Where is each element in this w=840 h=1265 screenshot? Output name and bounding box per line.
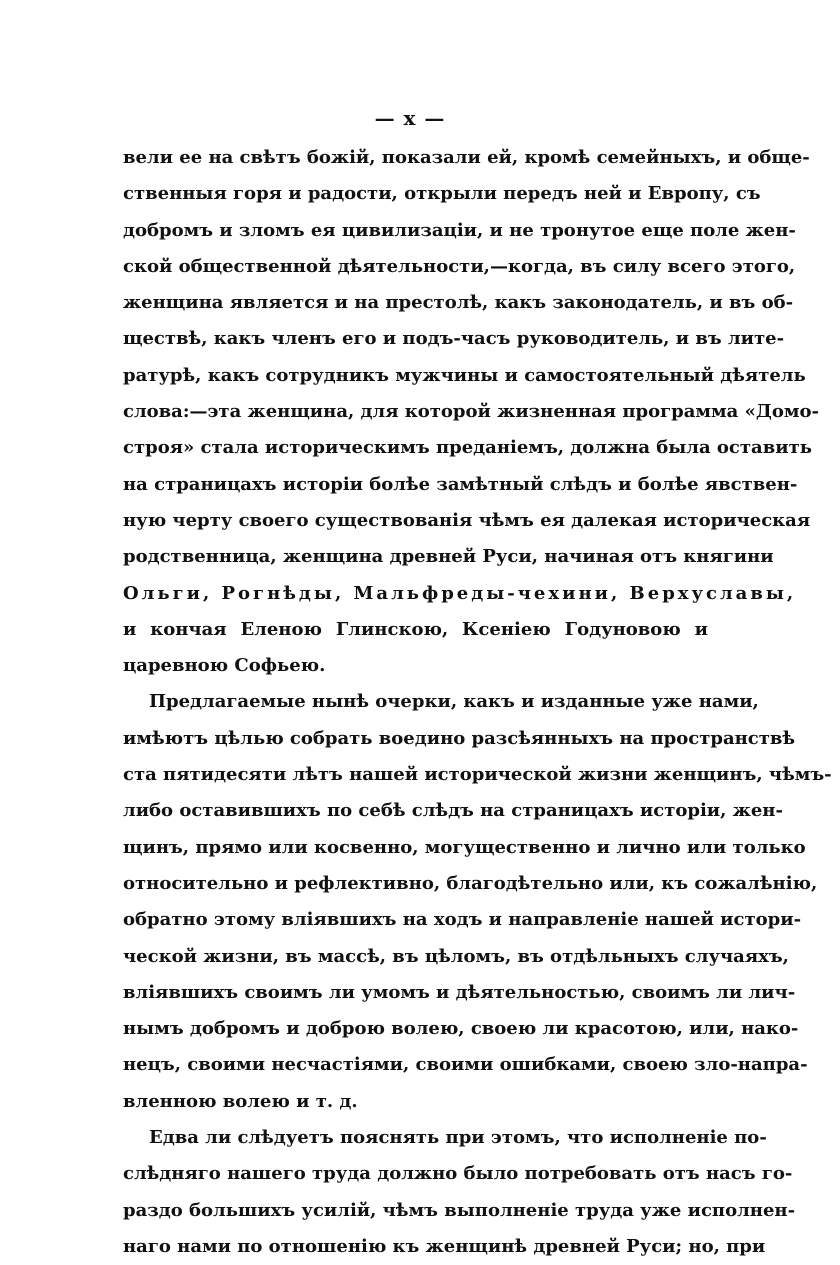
text-line: ную черту своего существованія чѣмъ ея далекая историческая — [123, 509, 811, 531]
paragraph — [123, 1120, 796, 1265]
text-line: на страницахъ исторіи болѣе замѣтный слѣдъ и болѣе явствен- — [123, 473, 798, 495]
text-line: ственныя горя и радости, открыли передъ ней и Европу, съ — [123, 183, 761, 205]
body-text — [123, 140, 832, 1265]
text-line: нымъ добромъ и доброю волею, своею ли красотою, или, нако- — [123, 1018, 799, 1040]
text-line: вели ее на свѣтъ божій, показали ей, кромѣ семейныхъ, и обще- — [123, 147, 810, 168]
text-line: вленною волею и т. д. — [123, 1090, 358, 1112]
text-line: щинъ, прямо или косвенно, могущественно и лично или только — [123, 836, 806, 858]
text-line: либо оставившихъ по себѣ слѣдъ на страницахъ исторіи, жен- — [123, 800, 783, 822]
text-line: вліявшихъ своимъ ли умомъ и дѣятельностью, своимъ ли лич- — [123, 981, 796, 1003]
text-line: Едва ли слѣдуетъ пояснять при этомъ, что исполненіе по- — [149, 1127, 767, 1149]
text-line: и кончая Еленою Глинскою, Ксеніею Годуновою и — [123, 618, 708, 640]
text-line: ста пятидесяти лѣтъ нашей исторической жизни женщинъ, чѣмъ- — [123, 764, 832, 786]
text-line: обратно этому вліявшихъ на ходъ и направленіе нашей истори- — [123, 909, 802, 931]
text-line: раздо большихъ усилій, чѣмъ выполненіе труда уже исполнен- — [123, 1199, 796, 1221]
text-line: Предлагаемые нынѣ очерки, какъ и изданные уже нами, — [149, 691, 759, 713]
paragraph — [123, 140, 819, 684]
text-line: Ольги, Рогнѣды, Мальфреды-чехини, Верхуславы, — [123, 582, 797, 604]
text-line: ратурѣ, какъ сотрудникъ мужчины и самостоятельный дѣятель — [123, 364, 806, 386]
text-line: царевною Софьею. — [123, 655, 326, 677]
page-number: — x — — [374, 106, 446, 130]
text-line: относительно и рефлективно, благодѣтельно или, къ сожалѣнію, — [123, 872, 818, 894]
text-line: родственница, женщина древней Руси, начиная отъ княгини — [123, 546, 774, 568]
text-line: слова:—эта женщина, для которой жизненная программа «Домо- — [123, 401, 819, 423]
text-line: ческой жизни, въ массѣ, въ цѣломъ, въ отдѣльныхъ случаяхъ, — [123, 945, 789, 967]
text-line: наго нами по отношенію къ женщинѣ древней Руси; но, при — [123, 1235, 766, 1257]
text-line: добромъ и зломъ ея цивилизаціи, и не тронутое еще поле жен- — [123, 219, 796, 241]
text-line: слѣдняго нашего труда должно было потребовать отъ насъ го- — [123, 1163, 793, 1185]
text-line: женщина является и на престолѣ, какъ законодатель, и въ об- — [123, 292, 794, 314]
text-line: нецъ, своими несчастіями, своими ошибками, своею зло-напра- — [123, 1054, 808, 1076]
text-line: ской общественной дѣятельности,—когда, въ силу всего этого, — [123, 255, 796, 277]
paragraph — [123, 684, 832, 1120]
text-line: ществѣ, какъ членъ его и подъ-часъ руководитель, и въ лите- — [123, 328, 785, 350]
text-line: строя» стала историческимъ преданіемъ, должна была оставить — [123, 437, 812, 459]
text-line: имѣютъ цѣлью собрать воедино разсѣянныхъ на пространствѣ — [123, 727, 796, 749]
